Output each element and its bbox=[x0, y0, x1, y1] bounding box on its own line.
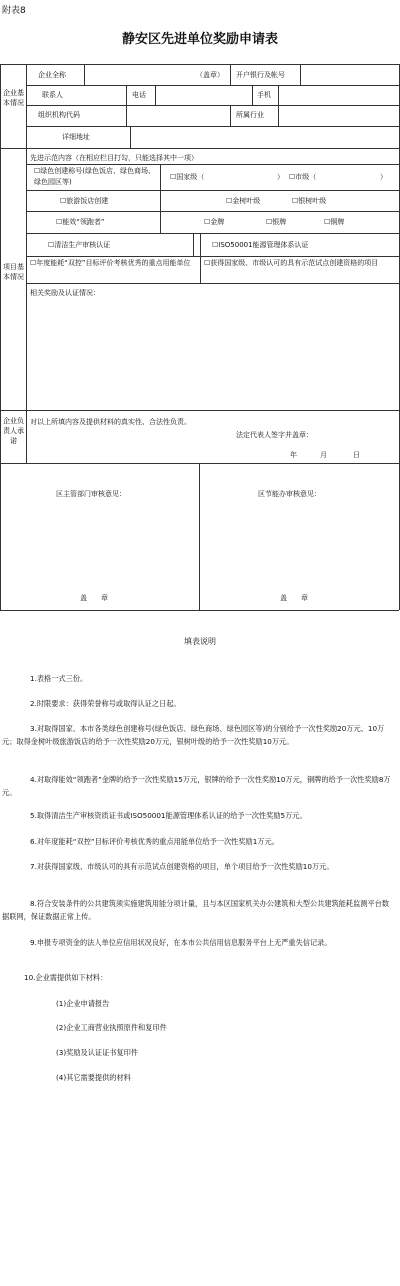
material-2: (2)企业工商营业执照原件和复印件 bbox=[56, 1023, 167, 1032]
org-code-label: 组织机构代码 bbox=[38, 111, 80, 119]
address-label: 详细地址 bbox=[62, 133, 90, 141]
energy-seal-label: 盖 章 bbox=[280, 594, 308, 602]
month-label: 月 bbox=[320, 451, 327, 459]
seal-hint: （盖章） bbox=[196, 71, 224, 79]
contact-label: 联系人 bbox=[42, 91, 63, 99]
notes-heading: 填表说明 bbox=[184, 637, 216, 646]
company-name-label: 企业全称 bbox=[38, 71, 66, 79]
section-label-pledge: 企业负责人承诺 bbox=[3, 417, 24, 445]
mobile-label: 手机 bbox=[257, 91, 271, 99]
leader-option[interactable]: ☐能效“领跑者” bbox=[56, 218, 105, 226]
municipal-close-paren: ） bbox=[380, 173, 387, 181]
energy-office-review-label: 区节能办审核意见： bbox=[258, 490, 321, 498]
iso-option[interactable]: ☐ISO50001能源管理体系认证 bbox=[212, 241, 309, 249]
year-label: 年 bbox=[290, 451, 297, 459]
section-label-project: 项目基本情况 bbox=[3, 263, 24, 281]
material-1: (1)企业申请报告 bbox=[56, 999, 110, 1008]
material-4: (4)其它需要提供的材料 bbox=[56, 1073, 131, 1082]
district-review-label: 区主管部门审核意见： bbox=[56, 490, 126, 498]
note-6: 6.对年度能耗“双控”目标评价考核优秀的重点用能单位给予一次性奖励1万元。 bbox=[30, 837, 279, 846]
phone-label: 电话 bbox=[132, 91, 146, 99]
silver-leaf-option[interactable]: ☐银树叶级 bbox=[292, 197, 327, 205]
pilot-project-option[interactable]: ☐获得国家级、市级认可的具有示范试点创建资格的项目 bbox=[204, 259, 379, 267]
national-level-option[interactable]: ☐国家级（ bbox=[170, 173, 205, 181]
green-title-option[interactable]: ☐绿色创建称号(绿色饭店、绿色商场、绿色园区等) bbox=[34, 167, 156, 186]
note-3: 3.对取得国家、本市各类绿色创建称号(绿色饭店、绿色商场、绿色园区等)的分别给予一次性奖励20万元、10万元；取得金树叶级旅游饭店的给予一次性奖励20万元，银树叶级的给予一次性奖励10万元。 bbox=[2, 724, 385, 746]
annual-control-option[interactable]: ☐年度能耗“双控”目标评价考核优秀的重点用能单位 bbox=[30, 259, 191, 267]
gold-medal-option[interactable]: ☐金牌 bbox=[204, 218, 225, 226]
page-title: 静安区先进单位奖励申请表 bbox=[121, 32, 278, 47]
appendix-label: 附表8 bbox=[2, 6, 26, 16]
note-4: 4.对取得能效“领跑者”金牌的给予一次性奖励15万元，银牌的给予一次性奖励10万元，铜牌的给予一次性奖励8万元。 bbox=[2, 775, 391, 797]
note-2: 2.时限要求：获得荣誉称号或取得认证之日起。 bbox=[30, 699, 181, 708]
bank-account-label: 开户银行及帐号 bbox=[236, 71, 285, 79]
pledge-text: 对以上所填内容及提供材料的真实性、合法性负责。 bbox=[30, 418, 191, 426]
municipal-level-option[interactable]: ☐市级（ bbox=[289, 173, 317, 181]
national-close-paren: ） bbox=[277, 173, 284, 181]
copper-medal-option[interactable]: ☐铜牌 bbox=[324, 218, 345, 226]
signer-label: 法定代表人签字并盖章： bbox=[236, 431, 313, 439]
note-8: 8.符合安装条件的公共建筑须实施建筑用能分项计量，且与本区国家机关办公建筑和大型公共建筑能耗监测平台数据联网，保证数据正常上传。 bbox=[2, 899, 390, 921]
selection-instruction: 先进示范内容（在相应栏目打勾，只能选择其中一项） bbox=[30, 154, 198, 162]
section-label-company: 企业基本情况 bbox=[3, 89, 24, 107]
note-5: 5.取得清洁生产审核资质证书或ISO50001能源管理体系认证的给予一次性奖励5万元。 bbox=[30, 811, 307, 820]
note-7: 7.对获得国家级、市级认可的具有示范试点创建资格的项目，单个项目给予一次性奖励10万元。 bbox=[30, 862, 334, 871]
day-label: 日 bbox=[353, 451, 360, 459]
note-1: 1.表格一式三份。 bbox=[30, 674, 88, 683]
clean-production-option[interactable]: ☐清洁生产审核认证 bbox=[48, 241, 111, 249]
hotel-option[interactable]: ☐旅游饭店创建 bbox=[60, 197, 109, 205]
related-awards-label: 相关奖励及认证情况： bbox=[30, 289, 100, 297]
note-9: 9.申报专项资金的法人单位应信用状况良好，在本市公共信用信息服务平台上无严重失信记录。 bbox=[30, 938, 332, 947]
material-3: (3)奖励及认证证书复印件 bbox=[56, 1048, 139, 1057]
note-10: 10.企业需提供如下材料： bbox=[24, 973, 108, 982]
industry-label: 所属行业 bbox=[236, 111, 264, 119]
district-seal-label: 盖 章 bbox=[80, 594, 108, 602]
silver-medal-option[interactable]: ☐银牌 bbox=[266, 218, 287, 226]
gold-leaf-option[interactable]: ☐金树叶级 bbox=[226, 197, 261, 205]
